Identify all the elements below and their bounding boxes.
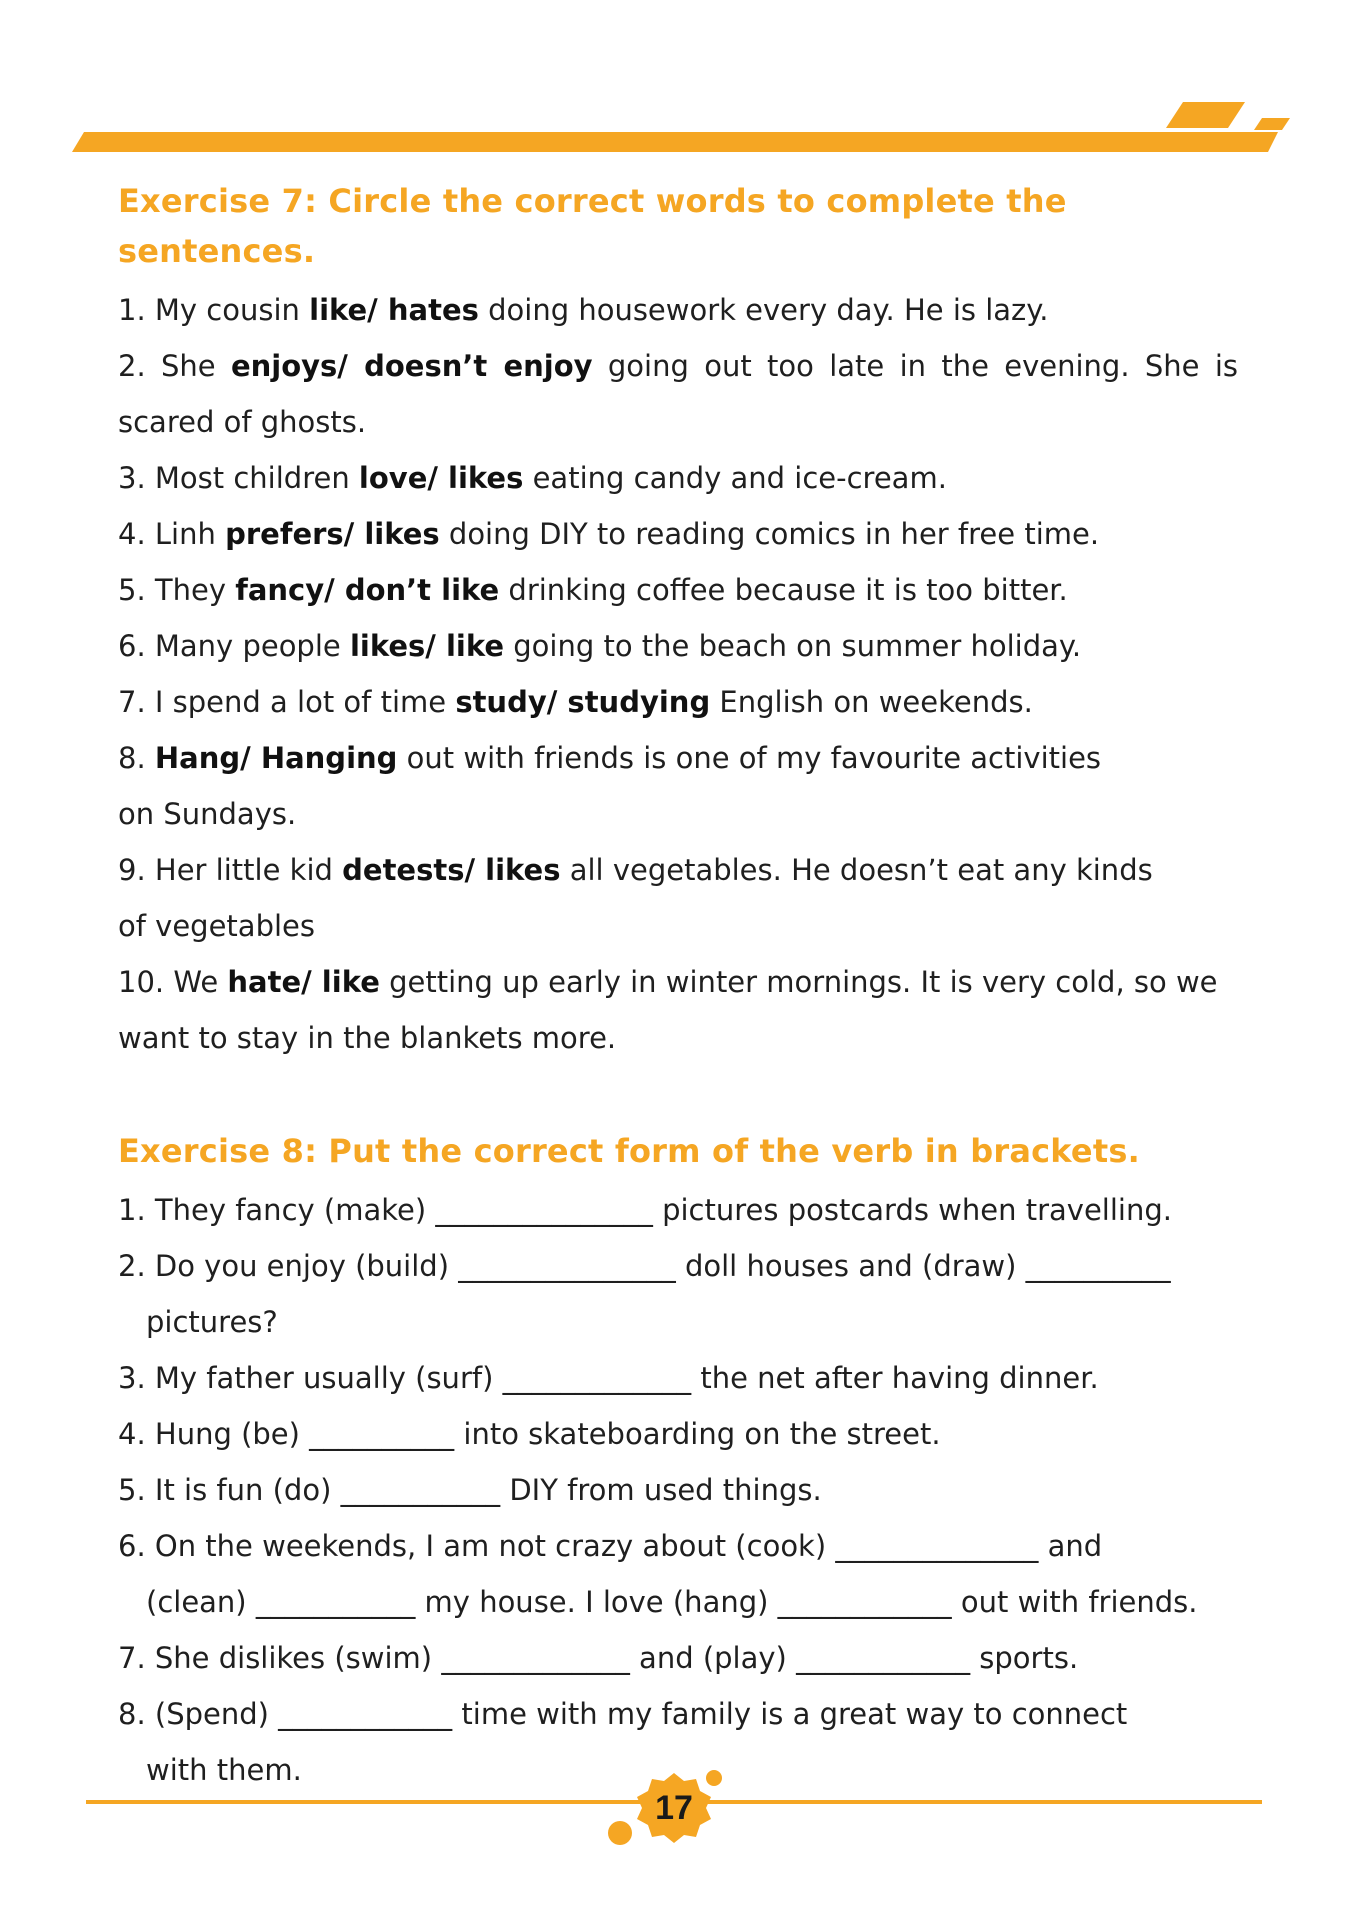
page-footer xyxy=(0,1745,1355,1875)
ex7-choice-1[interactable]: like/ hates xyxy=(309,293,479,327)
ex7-item-10: 10. We hate/ like getting up early in winter mornings. It is very cold, so we xyxy=(118,965,1218,999)
ex8-item-2-cont: pictures? xyxy=(146,1305,278,1339)
ex7-choice-6[interactable]: likes/ like xyxy=(349,629,505,663)
ex7-item-5: 5. They fancy/ don’t like drinking coffee because it is too bitter. xyxy=(118,573,1068,607)
footer-dot-small xyxy=(706,1770,722,1786)
ex7-item-2-cont: scared of ghosts. xyxy=(118,405,367,439)
ex7-choice-10[interactable]: hate/ like xyxy=(227,965,380,999)
ex8-item-1[interactable]: 1. They fancy (make) _______________ pictures postcards when travelling. xyxy=(118,1193,1172,1227)
ex7-item-2: 2. She enjoys/ doesn’t enjoy going out too late in the evening. She is xyxy=(118,349,1238,383)
ex7-item-8: 8. Hang/ Hanging out with friends is one of my favourite activities xyxy=(118,741,1102,775)
ex7-item-9: 9. Her little kid detests/ likes all vegetables. He doesn’t eat any kinds xyxy=(118,853,1153,887)
exercise-8-heading: Exercise 8: Put the correct form of the verb in brackets. xyxy=(118,1132,1140,1170)
ex7-choice-4[interactable]: prefers/ likes xyxy=(225,517,440,551)
exercise-8 xyxy=(118,1126,1238,1798)
ex8-item-4[interactable]: 4. Hung (be) __________ into skateboarding on the street. xyxy=(118,1417,941,1451)
ex7-item-1: 1. My cousin like/ hates doing housework every day. He is lazy. xyxy=(118,293,1049,327)
ex7-item-4: 4. Linh prefers/ likes doing DIY to reading comics in her free time. xyxy=(118,517,1100,551)
ex7-item-3: 3. Most children love/ likes eating candy and ice-cream. xyxy=(118,461,947,495)
ex8-item-5[interactable]: 5. It is fun (do) ___________ DIY from used things. xyxy=(118,1473,822,1507)
section-spacer xyxy=(118,1066,1238,1126)
ex7-choice-2[interactable]: enjoys/ doesn’t enjoy xyxy=(230,349,593,383)
ex8-item-6-cont[interactable]: (clean) ___________ my house. I love (hang) ____________ out with friends. xyxy=(146,1585,1198,1619)
ex8-item-8-cont: with them. xyxy=(146,1753,302,1787)
footer-dot-large xyxy=(608,1821,632,1845)
page-number: 17 xyxy=(655,1789,693,1827)
ex7-item-10-cont: want to stay in the blankets more. xyxy=(118,1021,617,1055)
ex7-item-9-cont: of vegetables xyxy=(118,909,315,943)
header-decorative-bar xyxy=(0,90,1355,160)
ex8-item-7[interactable]: 7. She dislikes (swim) _____________ and (play) ____________ sports. xyxy=(118,1641,1079,1675)
ex8-item-6[interactable]: 6. On the weekends, I am not crazy about (cook) ______________ and xyxy=(118,1529,1103,1563)
ex7-choice-8[interactable]: Hang/ Hanging xyxy=(154,741,398,775)
ex7-choice-5[interactable]: fancy/ don’t like xyxy=(235,573,500,607)
exercise-7 xyxy=(118,176,1238,1066)
ex7-item-7: 7. I spend a lot of time study/ studying English on weekends. xyxy=(118,685,1033,719)
ex7-choice-9[interactable]: detests/ likes xyxy=(342,853,561,887)
ex7-choice-7[interactable]: study/ studying xyxy=(455,685,711,719)
ex8-item-3[interactable]: 3. My father usually (surf) _____________ the net after having dinner. xyxy=(118,1361,1099,1395)
ex8-item-2[interactable]: 2. Do you enjoy (build) _______________ doll houses and (draw) __________ xyxy=(118,1249,1171,1283)
exercise-7-heading: Exercise 7: Circle the correct words to complete the sentences. xyxy=(118,182,1067,270)
ex7-choice-3[interactable]: love/ likes xyxy=(358,461,524,495)
ex8-item-8[interactable]: 8. (Spend) ____________ time with my family is a great way to connect xyxy=(118,1697,1128,1731)
ex7-item-6: 6. Many people likes/ like going to the beach on summer holiday. xyxy=(118,629,1082,663)
ex7-item-8-cont: on Sundays. xyxy=(118,797,297,831)
